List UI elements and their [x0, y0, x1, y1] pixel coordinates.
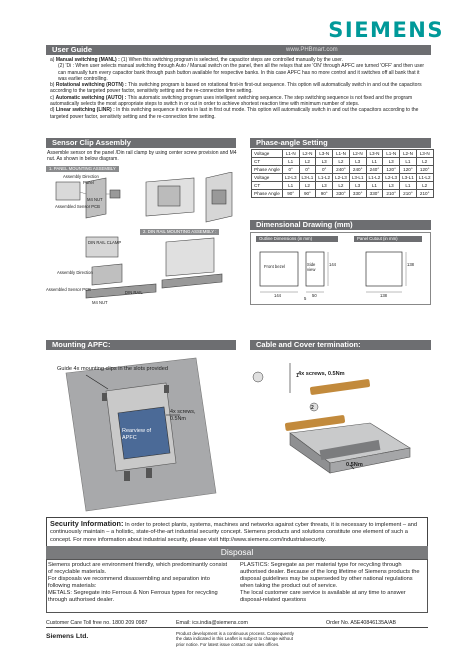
phase-angle-cell: 0° — [282, 166, 299, 174]
phase-angle-cell: L2 — [299, 158, 316, 166]
phase-angle-cell: L3 — [349, 158, 366, 166]
dim-138-horizontal: 138 — [380, 293, 387, 298]
phase-angle-cell: L2 — [299, 182, 316, 190]
phase-angle-row — [252, 174, 434, 182]
phase-angle-cell: 120° — [400, 166, 417, 174]
phase-angle-cell: 330° — [366, 190, 383, 198]
sensor-clip-bar: Sensor Clip Assembly — [46, 138, 236, 148]
phase-angle-bar: Phase-angle Setting — [250, 138, 431, 148]
phase-angle-row-header: Voltage — [252, 150, 283, 158]
mounting-screws-text: 4x screws, 0.5Nm — [170, 409, 196, 422]
phase-angle-cell: 240° — [349, 166, 366, 174]
phase-angle-table — [251, 149, 434, 198]
callout-din-clamp: DIN RAIL CLAMP — [88, 240, 122, 245]
disposal-right-2: The local customer care service is available at any time to answer disposal-related questions — [240, 589, 406, 603]
phase-angle-cell: 120° — [383, 166, 400, 174]
phase-angle-cell: 0° — [299, 166, 316, 174]
phase-angle-cell: 90° — [299, 190, 316, 198]
side-view-label: Side view — [307, 262, 316, 272]
guide-item-c: c) Automatic switching (AUTO) : This automatic switching program uses intelligent switching sequence. The step switching sequence is not fixed and the program automatically selects the most appropriate steps to switch in or out in order to achieve shortest reaction time with minimum number of steps. — [50, 94, 413, 108]
step-1-marker — [253, 372, 263, 382]
outline-label: Outline Dimensions (in mm) — [256, 236, 338, 242]
phase-angle-cell: L3 — [316, 158, 333, 166]
phase-angle-row — [252, 182, 434, 190]
m4-nut-shape — [110, 190, 120, 198]
disposal-right — [240, 562, 426, 603]
cable-diagram — [250, 353, 431, 513]
phase-angle-row-header: CT — [252, 182, 283, 190]
front-bezel-shape — [260, 252, 298, 286]
callout-din-rail: DIN RAIL — [125, 290, 143, 295]
din-rail-shape — [86, 284, 156, 298]
phase-angle-cell: L3 — [383, 182, 400, 190]
phase-angle-cell: L2-N — [349, 150, 366, 158]
callout-sensor-pcb: Assembled Sensor PCB — [55, 204, 100, 209]
phase-angle-cell: L1 — [366, 158, 383, 166]
user-guide-bar — [46, 45, 431, 55]
phase-angle-cell: 90° — [282, 190, 299, 198]
panel-mounting-label: 1. PANEL MOUNTING ASSEMBLY — [46, 166, 119, 172]
cable-torque-text: 0.5Nm — [346, 462, 363, 468]
sensor-pcb-shape — [56, 182, 80, 200]
dim-138-vertical: 138 — [407, 262, 414, 267]
security-heading: Security Information: — [50, 519, 124, 528]
phase-angle-row-header: Voltage — [252, 174, 283, 182]
cable-screws-text: 4x screws, 0.5Nm — [298, 371, 345, 377]
phase-angle-cell: L2-L3 — [333, 174, 350, 182]
dim-144-vertical: 144 — [329, 262, 336, 267]
phase-angle-cell: 0° — [316, 166, 333, 174]
footer-company: Siemens Ltd. — [46, 633, 89, 640]
mounting-bar: Mounting APFC: — [46, 340, 236, 350]
rear-view-text: Rearview of APFC — [122, 428, 152, 441]
phase-angle-cell: L1-L2 — [316, 174, 333, 182]
phase-angle-row-header: Phase Angle — [252, 166, 283, 174]
dim-50: 50 — [312, 293, 317, 298]
phase-angle-cell: 240° — [366, 166, 383, 174]
phase-angle-cell: 210° — [383, 190, 400, 198]
watermark: www.PHBmart.com — [286, 47, 338, 53]
security-info-box — [46, 517, 428, 547]
cable-bar: Cable and Cover termination: — [250, 340, 431, 350]
callout-sensor-pcb-2: Assembled Sensor PCB — [46, 287, 91, 292]
disposal-left-2: For disposals we recommend disassembling and separation into following materials: — [48, 575, 210, 589]
phase-angle-cell: L1-L2 — [366, 174, 383, 182]
callout-panel: Panel — [83, 180, 94, 185]
phase-angle-cell: L2 — [416, 182, 433, 190]
cutout-shape — [366, 252, 402, 286]
security-text: In order to protect plants, systems, machines and networks against cyber threats, it is necessary to implement – and continuously maintain – a holistic, state-of-the-art industrial security concept. Siemens products and solutions constitute one element of such a concept. For more information about industrial security, please visit http://www.siemens.com/industrialsecurity. — [50, 522, 418, 543]
phase-angle-row — [252, 166, 434, 174]
guide-item-b: b) Rotational switching (ROTN) : This switching program is based on rotational first-in first-out sequence. This option will automatically switch in and out the capacitors according to the targeted power factor, sensitivity setting and the re-connection time setting. — [50, 82, 422, 95]
phase-angle-cell: L2-L3 — [383, 174, 400, 182]
disposal-bar: Disposal — [46, 546, 428, 559]
footer-divider — [46, 627, 428, 628]
callout-m4-nut: M4 NUT — [87, 197, 103, 202]
phase-angle-cell: L3-N — [316, 150, 333, 158]
user-guide-title: User Guide — [52, 45, 93, 54]
phase-angle-cell: L2 — [333, 182, 350, 190]
footer-order: Order No. A5E40846135A/AB — [326, 620, 397, 626]
guide-item-a2: (2) 'Di : When user selects manual switching through Auto / Manual switch on the panel, then all the relays that are 'ON' through APFC are turned 'OFF' and then user can manually turn every capacitor bank through push button available for respective banks. In this case APFC has no more control and it switches off all bank that it was earlier controlling. — [58, 63, 425, 82]
front-bezel-label: Front bezel — [264, 264, 285, 269]
phase-angle-cell: 90° — [316, 190, 333, 198]
din-mounting-label: 2. DIN RAIL MOUNTING ASSEMBLY : — [140, 229, 219, 235]
phase-angle-row — [252, 150, 434, 158]
din-clamp-shape — [92, 264, 122, 285]
phase-angle-row-header: Phase Angle — [252, 190, 283, 198]
phase-angle-row-header: CT — [252, 158, 283, 166]
phase-angle-cell: L2-N — [299, 150, 316, 158]
footer-email: Email: ics.india@siemens.com — [176, 620, 248, 626]
footer-note: Product development is a continuous process. Consequently the data indicated in this Leaflet is subject to change without prior notice. For latest issue contact our sales offices. — [176, 631, 294, 647]
phase-angle-cell: L3 — [383, 158, 400, 166]
disposal-left-3: METALS: Segregate into Ferrous & Non Ferrous types for recycling through authorised dealer. — [48, 589, 218, 603]
phase-angle-cell: L1-L2 — [416, 174, 433, 182]
phase-angle-cell: 240° — [333, 166, 350, 174]
phase-angle-cell: L1 — [282, 158, 299, 166]
phase-angle-cell: 210° — [416, 190, 433, 198]
phase-angle-row — [252, 190, 434, 198]
cutout-label: Panel Cutout (in mm) — [354, 236, 422, 242]
phase-angle-cell: L2 — [333, 158, 350, 166]
phase-angle-cell: L3-L1 — [400, 174, 417, 182]
callout-m4-nut-2: M4 NUT — [92, 300, 108, 305]
step-1-label: 1 — [296, 373, 299, 379]
user-guide-body — [50, 57, 428, 120]
phase-angle-cell: 330° — [349, 190, 366, 198]
sensor-clip-desc: Assemble sensor on the panel /Din rail clamp by using center screw provision and M4 nut. As shown in below diagram. — [47, 150, 237, 163]
callout-assembly-direction: Assembly Direction — [63, 174, 99, 179]
phase-angle-cell: L2-N — [400, 150, 417, 158]
phase-angle-cell: L1-N — [282, 150, 299, 158]
phase-angle-cell: L1 — [282, 182, 299, 190]
step-2-label: 2 — [311, 405, 314, 411]
phase-angle-cell: L3-N — [366, 150, 383, 158]
phase-angle-cell: L3 — [316, 182, 333, 190]
phase-angle-cell: L1-N — [383, 150, 400, 158]
disposal-right-1: PLASTICS: Segregate as per material type for recycling through authorised dealer. Because of the long lifetime of Siemens products the disposal guidelines may be superseded by other national regulations when taking the product out of service. — [240, 562, 420, 589]
dimensional-bar: Dimensional Drawing (mm) — [250, 220, 431, 230]
callout-assembly-direction-2: Assembly Direction — [57, 270, 93, 275]
phase-angle-cell: L1 — [400, 182, 417, 190]
phase-angle-cell: L1 — [366, 182, 383, 190]
phase-angle-cell: L1-N — [333, 150, 350, 158]
disposal-left — [48, 562, 232, 603]
siemens-logo: SIEMENS — [328, 18, 444, 42]
dim-144: 144 — [274, 293, 281, 298]
phase-angle-cell: 120° — [416, 166, 433, 174]
phase-angle-cell: L2 — [416, 158, 433, 166]
phase-angle-cell: L2-L3 — [282, 174, 299, 182]
phase-angle-row — [252, 158, 434, 166]
footer-care: Customer Care Toll free no. 1800 209 0987 — [46, 620, 148, 626]
dim-5: 5 — [304, 296, 307, 301]
guide-item-d: d) Linear switching (LINR) : In this switching sequence it works in last in first out mode. This option will automatically switch in and out the capacitors according to the targeted power factor, sensitivity setting and the re-connection time setting. — [50, 107, 419, 120]
disposal-left-1: Siemens product are environment friendly, which predominantly consist of recyclable materials. — [48, 562, 228, 575]
phase-angle-cell: 330° — [333, 190, 350, 198]
phase-angle-cell: L3-L1 — [349, 174, 366, 182]
phase-angle-cell: L3-L1 — [299, 174, 316, 182]
phase-angle-cell: 210° — [400, 190, 417, 198]
cover-strip-top — [310, 379, 371, 395]
guide-item-a: a) Manual switching (MANL) : (1) When this switching program is selected, the capacitor steps are controlled manually by the user. — [50, 57, 343, 63]
phase-angle-cell: L3-N — [416, 150, 433, 158]
mounting-guide-text: Guide 4x mounting clips in the slots provided — [57, 366, 169, 372]
phase-angle-cell: L1 — [400, 158, 417, 166]
phase-angle-cell: L3 — [349, 182, 366, 190]
